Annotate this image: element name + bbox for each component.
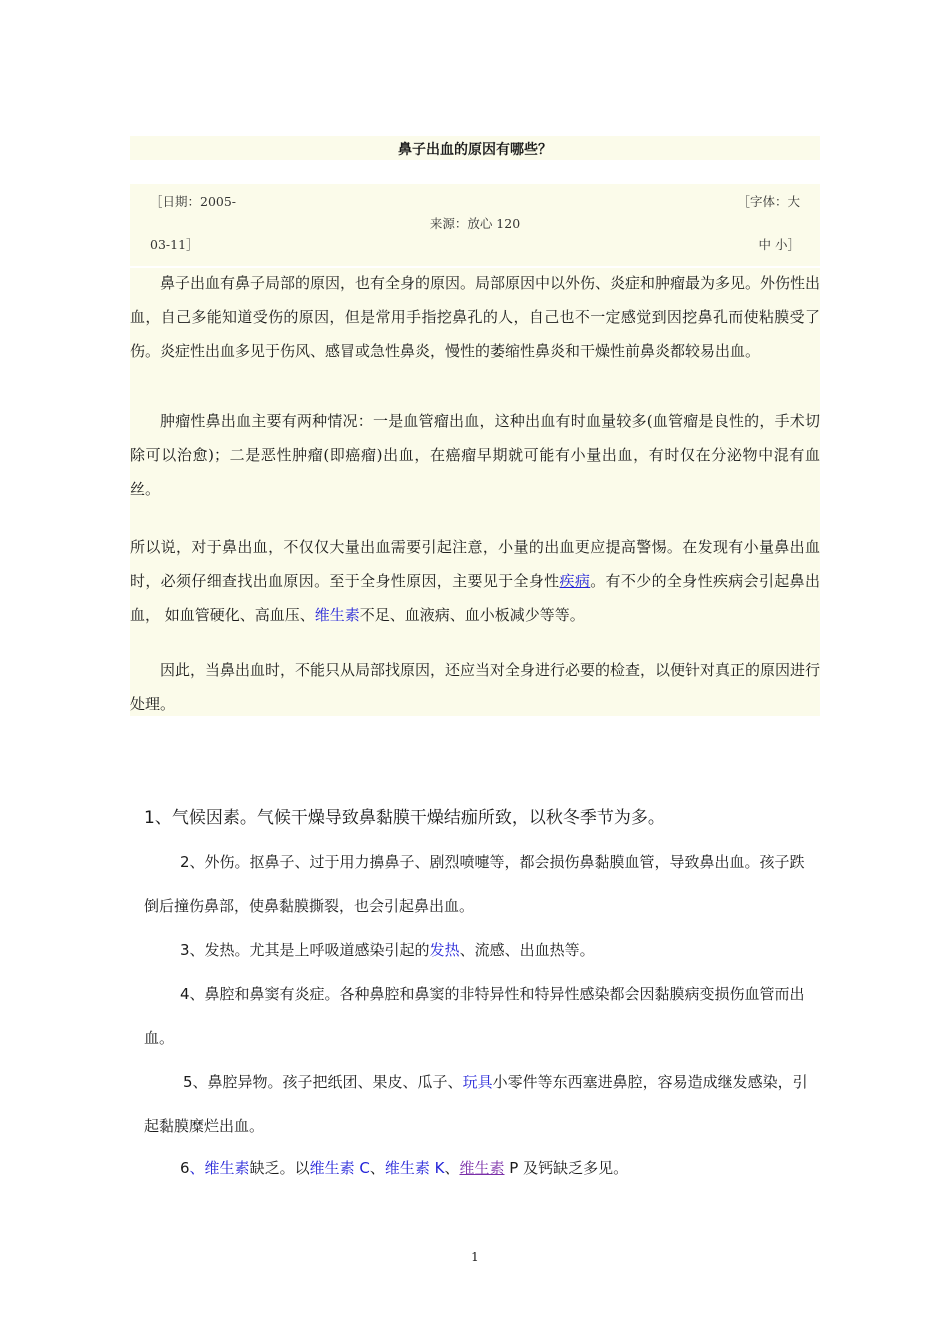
date-value: 03-11］	[150, 237, 199, 252]
list-item	[144, 796, 810, 840]
text: 缺乏。以	[249, 1159, 310, 1177]
text: 、气候因素。气候干燥导致鼻黏膜干燥结痂所致，以秋冬季节为多。	[154, 808, 665, 828]
date-label: ［日期：2005-	[150, 194, 237, 209]
vitamin-link[interactable]: 维生素	[314, 606, 360, 624]
vitamin-p-link[interactable]: 维生素	[459, 1159, 505, 1177]
list-item	[144, 840, 810, 928]
text: 、发热。尤其是上呼吸道感染引起的	[189, 941, 430, 959]
fever-link[interactable]: 发热	[429, 941, 460, 959]
page-number: 1	[471, 1250, 479, 1264]
paragraph-local-causes: 鼻子出血有鼻子局部的原因，也有全身的原因。局部原因中以外伤、炎症和肿瘤最为多见。外伤性出血，自己多能知道受伤的原因，但是常用手指挖鼻孔的人，自己也不一定感觉到因挖鼻孔而使粘膜受了伤。炎症性出血多见于伤风、感冒或急性鼻炎，慢性的萎缩性鼻炎和干燥性前鼻炎都较易出血。	[130, 274, 821, 360]
text: P 及钙缺乏多见。	[504, 1159, 629, 1177]
text: 、外伤。抠鼻子、过于用力擤鼻子、剧烈喷嚏等，都会损伤鼻黏膜血管，导致鼻出血。孩子跌倒后撞伤鼻部，使鼻黏膜撕裂，也会引起鼻出血。	[144, 853, 805, 915]
paragraph-conclusion: 因此，当鼻出血时，不能只从局部找原因，还应当对全身进行必要的检查，以便针对真正的原因进行处理。	[130, 661, 821, 713]
font-size-options[interactable]: 中 小］	[758, 237, 800, 252]
paragraph-systemic-causes	[130, 530, 820, 632]
list-number: 3	[180, 941, 190, 959]
list-number: 2	[180, 853, 190, 871]
paragraph-tumor-bleeding: 肿瘤性鼻出血主要有两种情况：一是血管瘤出血，这种出血有时血量较多(血管瘤是良性的，手术切除可以治愈)；二是恶性肿瘤(即癌瘤)出血，在癌瘤早期就可能有小量出血，有时仅在分泌物中混有血丝。	[130, 412, 820, 498]
list-item	[144, 972, 810, 1060]
text: 、鼻腔异物。孩子把纸团、果皮、瓜子、	[192, 1073, 463, 1091]
page-title: 鼻子出血的原因有哪些？	[398, 142, 552, 158]
vitamin-k-link[interactable]: 维生素 K	[384, 1159, 445, 1177]
title-band	[130, 136, 820, 160]
text: 所以说，对于鼻出血，不仅仅大量出血需要引起注意，小量的出血更应提高警惕。在发现有小量鼻出血时，必须仔细查找出血原因。至于全身性原因，主要见于全身性	[130, 538, 820, 590]
text: 、流感、出血热等。	[459, 941, 595, 959]
list-number: 6	[180, 1159, 190, 1177]
text: 、	[369, 1159, 385, 1177]
font-size-label[interactable]: ［字体：大	[737, 194, 800, 209]
list-item	[144, 1146, 810, 1190]
list-number: 4	[180, 985, 190, 1003]
vitamin-link[interactable]: 、维生素	[189, 1159, 250, 1177]
source-label: 来源：放心 120	[429, 216, 521, 231]
disease-link[interactable]: 疾病	[559, 572, 591, 590]
list-number: 5	[183, 1073, 193, 1091]
text: 小零件等东西塞进鼻腔，容易造成继发感染，引起黏膜糜烂出血。	[144, 1073, 808, 1135]
vitamin-c-link[interactable]: 维生素 C	[309, 1159, 370, 1177]
text: 、鼻腔和鼻窦有炎症。各种鼻腔和鼻窦的非特异性和特异性感染都会因黏膜病变损伤血管而出血。	[144, 985, 805, 1047]
toy-link[interactable]: 玩具	[462, 1073, 493, 1091]
list-number: 1	[144, 808, 155, 828]
text: 、	[444, 1159, 460, 1177]
list-item	[144, 928, 810, 972]
text: 不足、血液病、血小板减少等等。	[359, 606, 585, 624]
list-item	[144, 1060, 810, 1148]
text: 。有不少的全身性疾病会引起鼻出血， 如血管硬化、高血压、	[130, 572, 820, 624]
article-meta	[130, 184, 820, 266]
